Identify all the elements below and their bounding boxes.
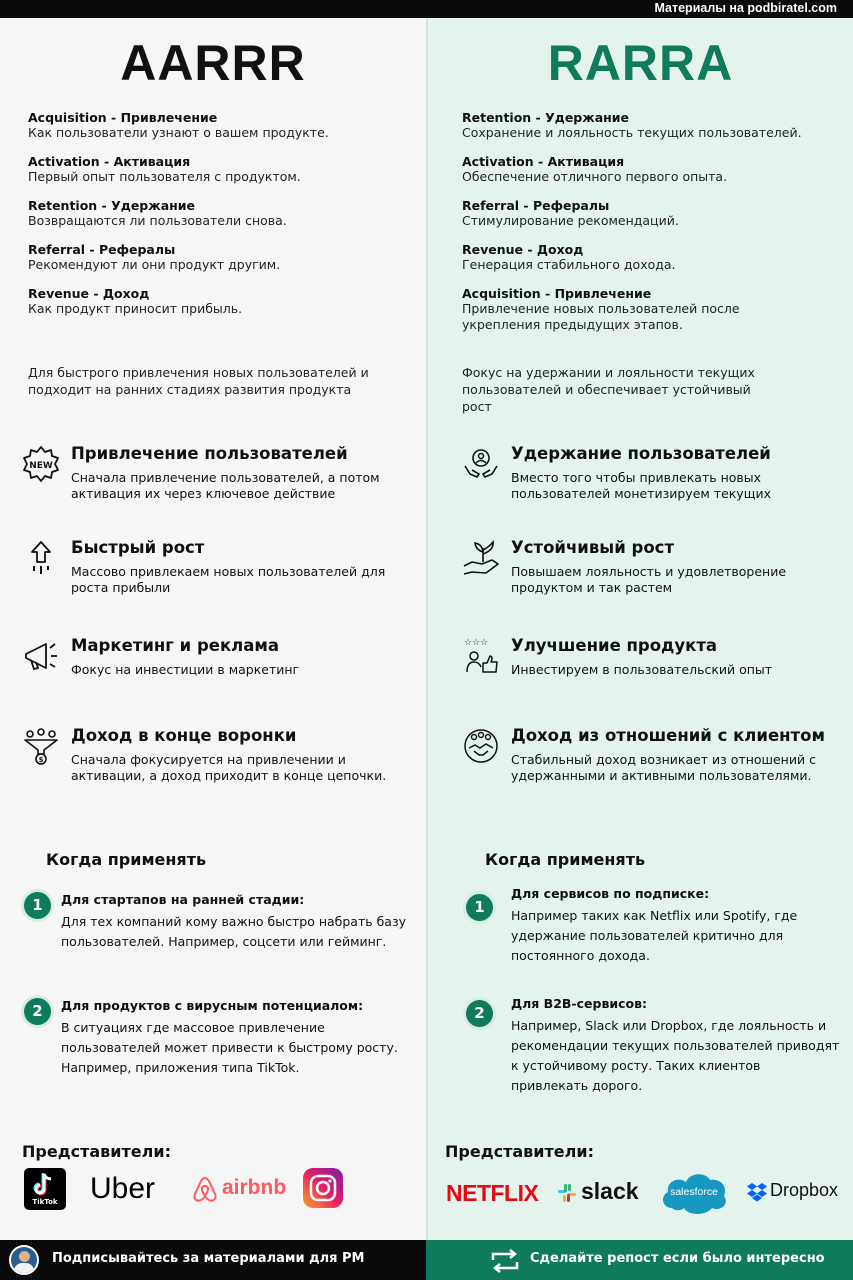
stage-desc: Первый опыт пользователя с продуктом. — [28, 169, 301, 184]
case-text: Для тех компаний кому важно быстро набрать базу пользователей. Например, соцсети или гейминг. — [61, 914, 406, 949]
aarrr-title: AARRR — [120, 35, 306, 91]
stage-desc: Возвращаются ли пользователи снова. — [28, 213, 287, 228]
airbnb-logo: airbnb — [222, 1176, 287, 1199]
number-badge: 1 — [24, 892, 51, 919]
plant-hand-icon — [462, 538, 500, 578]
case-title: Для стартапов на ранней стадии: — [61, 892, 305, 907]
case-title: Для сервисов по подписке: — [511, 886, 710, 901]
stage-item — [462, 154, 852, 185]
stage-item — [28, 154, 418, 185]
feature-title: Привлечение пользователей — [71, 444, 348, 463]
aarrr-logos — [22, 1168, 422, 1218]
representatives-title: Представители: — [445, 1142, 594, 1161]
funnel-revenue-icon — [22, 726, 60, 766]
stage-desc: Генерация стабильного дохода. — [462, 257, 676, 272]
feature-text: Сначала фокусируется на привлечении и активации, а доход приходит в конце цепочки. — [71, 752, 387, 783]
rarra-summary: Фокус на удержании и лояльности текущих пользователей и обеспечивает устойчивый рост — [462, 365, 755, 414]
stage-item — [28, 286, 418, 317]
source-label: Материалы на podbiratel.com — [654, 1, 837, 15]
netflix-logo: NETFLIX — [446, 1180, 539, 1206]
footer-subscribe[interactable] — [0, 1240, 426, 1280]
salesforce-wordmark: salesforce — [670, 1186, 718, 1198]
case-text: В ситуациях где массовое привлечение пользователей может привести к быстрому росту. Например, приложения типа TikTok. — [61, 1020, 398, 1075]
stage-desc: Рекомендуют ли они продукт другим. — [28, 257, 281, 272]
instagram-icon — [303, 1168, 343, 1208]
aarrr-stages — [28, 110, 418, 330]
new-badge-icon — [22, 444, 60, 484]
when-to-use-title: Когда применять — [485, 850, 646, 869]
number-badge: 1 — [466, 894, 493, 921]
rating-thumbs-up-icon — [462, 636, 500, 676]
aarrr-column — [0, 18, 426, 1240]
stage-name: Retention - Удержание — [462, 110, 629, 125]
slack-logo: slack — [581, 1178, 639, 1204]
stage-item — [462, 242, 852, 273]
stage-name: Referral - Рефералы — [462, 198, 610, 213]
feature-text: Стабильный доход возникает из отношений с удержанными и активными пользователями. — [511, 752, 816, 783]
rarra-title: RARRA — [547, 35, 734, 91]
svg-text:☆☆☆: ☆☆☆ — [464, 638, 489, 648]
footer-repost[interactable] — [426, 1240, 853, 1280]
rarra-column — [426, 18, 853, 1240]
aarrr-summary: Для быстрого привлечения новых пользователей и подходит на ранних стадиях развития продукта — [28, 365, 369, 397]
top-bar — [0, 0, 853, 18]
salesforce-logo — [658, 1168, 730, 1216]
handshake-icon — [462, 726, 500, 766]
feature-title: Доход из отношений с клиентом — [511, 726, 825, 745]
case-title: Для B2B-сервисов: — [511, 996, 648, 1011]
stage-desc: Как пользователи узнают о вашем продукте. — [28, 125, 329, 140]
feature-title: Удержание пользователей — [511, 444, 771, 463]
airbnb-symbol-icon — [192, 1175, 218, 1207]
stage-desc: Сохранение и лояльность текущих пользователей. — [462, 125, 802, 140]
rarra-logos — [442, 1168, 842, 1218]
feature-text: Фокус на инвестиции в маркетинг — [71, 662, 300, 677]
stage-item — [462, 286, 852, 333]
retention-hands-icon — [462, 444, 500, 484]
feature-text: Вместо того чтобы привлекать новых пользователей монетизируем текущих — [511, 470, 772, 501]
stage-name: Revenue - Доход — [28, 286, 150, 301]
stage-desc: Стимулирование рекомендаций. — [462, 213, 679, 228]
number-badge: 2 — [466, 1000, 493, 1027]
dropbox-icon — [746, 1182, 768, 1206]
feature-text: Инвестируем в пользовательский опыт — [511, 662, 773, 677]
growth-arrow-icon — [22, 538, 60, 578]
svg-text:NEW: NEW — [29, 461, 53, 471]
svg-text:$: $ — [38, 756, 44, 764]
feature-title: Маркетинг и реклама — [71, 636, 279, 655]
stage-name: Referral - Рефералы — [28, 242, 176, 257]
repost-icon — [488, 1248, 522, 1278]
feature-text: Сначала привлечение пользователей, а потом активация их через ключевое действие — [71, 470, 380, 501]
subscribe-text: Подписывайтесь за материалами для PM — [52, 1251, 365, 1266]
number-badge: 2 — [24, 998, 51, 1025]
stage-desc: Обеспечение отличного первого опыта. — [462, 169, 728, 184]
tiktok-logo — [24, 1168, 66, 1210]
case-text: Например таких как Netflix или Spotify, где удержание пользователей критично для постоянного дохода. — [511, 908, 798, 963]
stage-desc: Привлечение новых пользователей после укрепления предыдущих этапов. — [462, 301, 740, 332]
uber-logo: Uber — [90, 1172, 156, 1205]
representatives-title: Представители: — [22, 1142, 171, 1161]
dropbox-logo: Dropbox — [770, 1180, 839, 1200]
stage-name: Retention - Удержание — [28, 198, 195, 213]
when-to-use-title: Когда применять — [46, 850, 207, 869]
feature-title: Улучшение продукта — [511, 636, 718, 655]
stage-desc: Как продукт приносит прибыль. — [28, 301, 243, 316]
stage-name: Acquisition - Привлечение — [462, 286, 652, 301]
stage-item — [462, 198, 852, 229]
megaphone-icon — [22, 636, 60, 676]
stage-item — [462, 110, 852, 141]
stage-item — [28, 110, 418, 141]
avatar — [9, 1245, 39, 1275]
slack-icon — [556, 1182, 578, 1208]
feature-title: Быстрый рост — [71, 538, 205, 557]
case-title: Для продуктов с вирусным потенциалом: — [61, 998, 364, 1013]
feature-text: Повышаем лояльность и удовлетворение продуктом и так растем — [511, 564, 787, 595]
stage-name: Revenue - Доход — [462, 242, 584, 257]
repost-text: Сделайте репост если было интересно — [530, 1251, 825, 1266]
stage-item — [28, 198, 418, 229]
rarra-stages — [462, 110, 852, 346]
stage-item — [28, 242, 418, 273]
tiktok-wordmark: TikTok — [32, 1198, 58, 1206]
stage-name: Activation - Активация — [28, 154, 191, 169]
stage-name: Activation - Активация — [462, 154, 625, 169]
case-text: Например, Slack или Dropbox, где лояльность и рекомендации текущих пользователей приводят к устойчивому росту. Таких клиентов привлекать дорого. — [511, 1018, 840, 1093]
feature-text: Массово привлекаем новых пользователей для роста прибыли — [71, 564, 386, 595]
stage-name: Acquisition - Привлечение — [28, 110, 218, 125]
feature-title: Доход в конце воронки — [71, 726, 297, 745]
feature-title: Устойчивый рост — [511, 538, 675, 557]
